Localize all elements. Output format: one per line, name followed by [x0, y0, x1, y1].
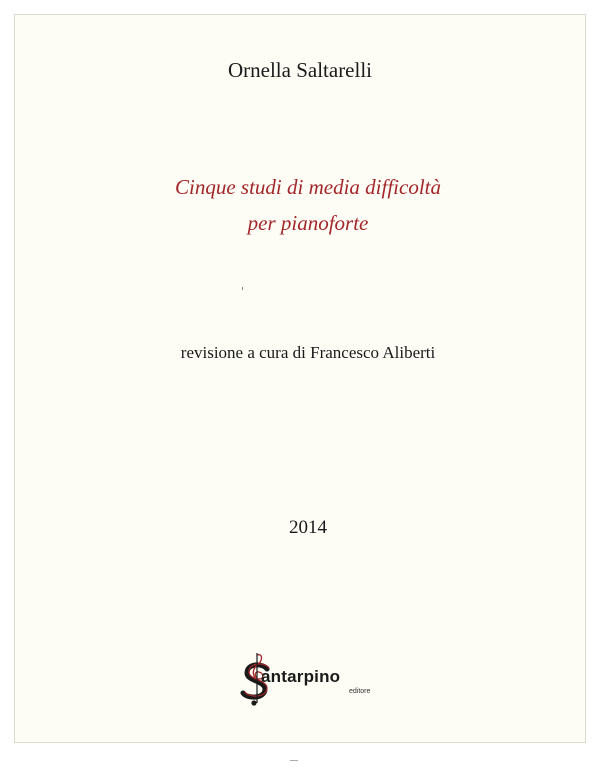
book-subtitle: per pianoforte — [247, 211, 369, 235]
publication-year: 2014 — [289, 517, 327, 538]
author-name: Ornella Saltarelli — [227, 58, 373, 82]
book-cover — [14, 14, 586, 743]
bottom-mark — [290, 760, 298, 761]
editor-line: revisione a cura di Francesco Aliberti — [180, 343, 436, 362]
publisher-subtitle: editore — [349, 688, 371, 695]
stray-mark — [242, 287, 243, 290]
publisher-logo — [233, 649, 393, 709]
book-title: Cinque studi di media difficoltà — [175, 175, 441, 199]
publisher-name: antarpino — [261, 667, 341, 686]
